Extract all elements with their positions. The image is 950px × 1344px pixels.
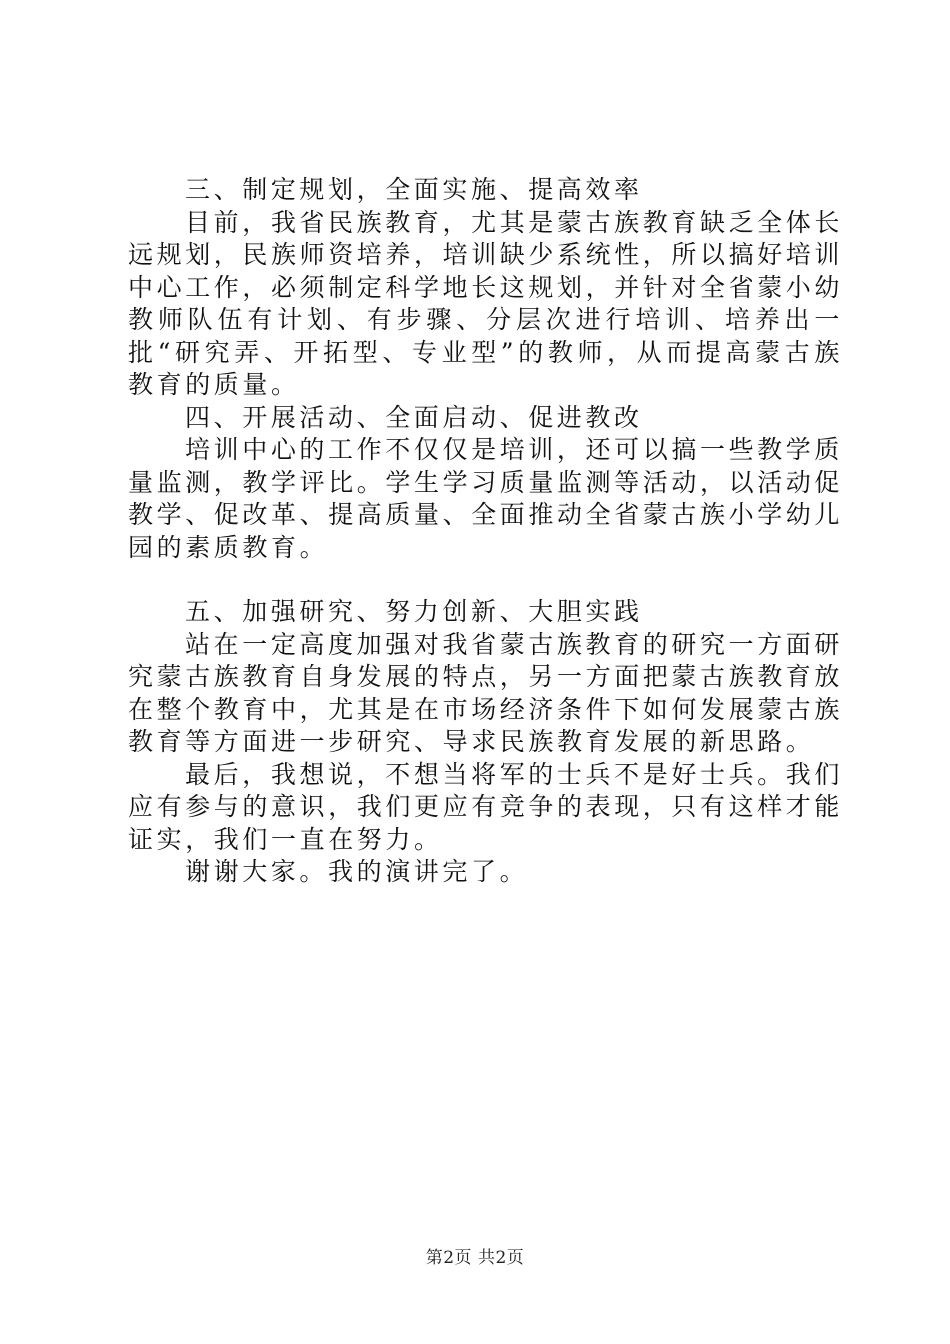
section-heading: 四、开展活动、全面启动、促进教改 <box>185 402 643 432</box>
section-heading: 五、加强研究、努力创新、大胆实践 <box>185 597 643 626</box>
closing-paragraph: 最后，我想说，不想当将军的士兵不是好士兵。我们应有参与的意识，我们更应有竞争的表现，只有这样才能证实，我们一直在努力。 <box>128 759 844 854</box>
paragraph-spacer <box>128 564 843 596</box>
section-heading: 三、制定规划，全面实施、提高效率 <box>185 175 643 204</box>
body-paragraph: 培训中心的工作不仅仅是培训，还可以搞一些教学质量监测，教学评比。学生学习质量监测等活动，以活动促教学、促改革、提高质量、全面推动全省蒙古族小学幼儿园的素质教育。 <box>128 435 844 562</box>
thanks-line: 谢谢大家。我的演讲完了。 <box>185 857 529 886</box>
document-body <box>128 174 843 889</box>
body-paragraph: 目前，我省民族教育，尤其是蒙古族教育缺乏全体长远规划，民族师资培养，培训缺少系统性，所以搞好培训中心工作，必须制定科学地长这规划，并针对全省蒙小幼教师队伍有计划、有步骤、分层次进行培训、培养出一批“研究弄、开拓型、专业型”的教师，从而提高蒙古族教育的质量。 <box>128 207 844 399</box>
page-footer: 第2页 共2页 <box>425 1248 525 1268</box>
body-paragraph: 站在一定高度加强对我省蒙古族教育的研究一方面研究蒙古族教育自身发展的特点，另一方面把蒙古族教育放在整个教育中，尤其是在市场经济条件下如何发展蒙古族教育等方面进一步研究、导求民族教育发展的新思路。 <box>128 629 844 756</box>
